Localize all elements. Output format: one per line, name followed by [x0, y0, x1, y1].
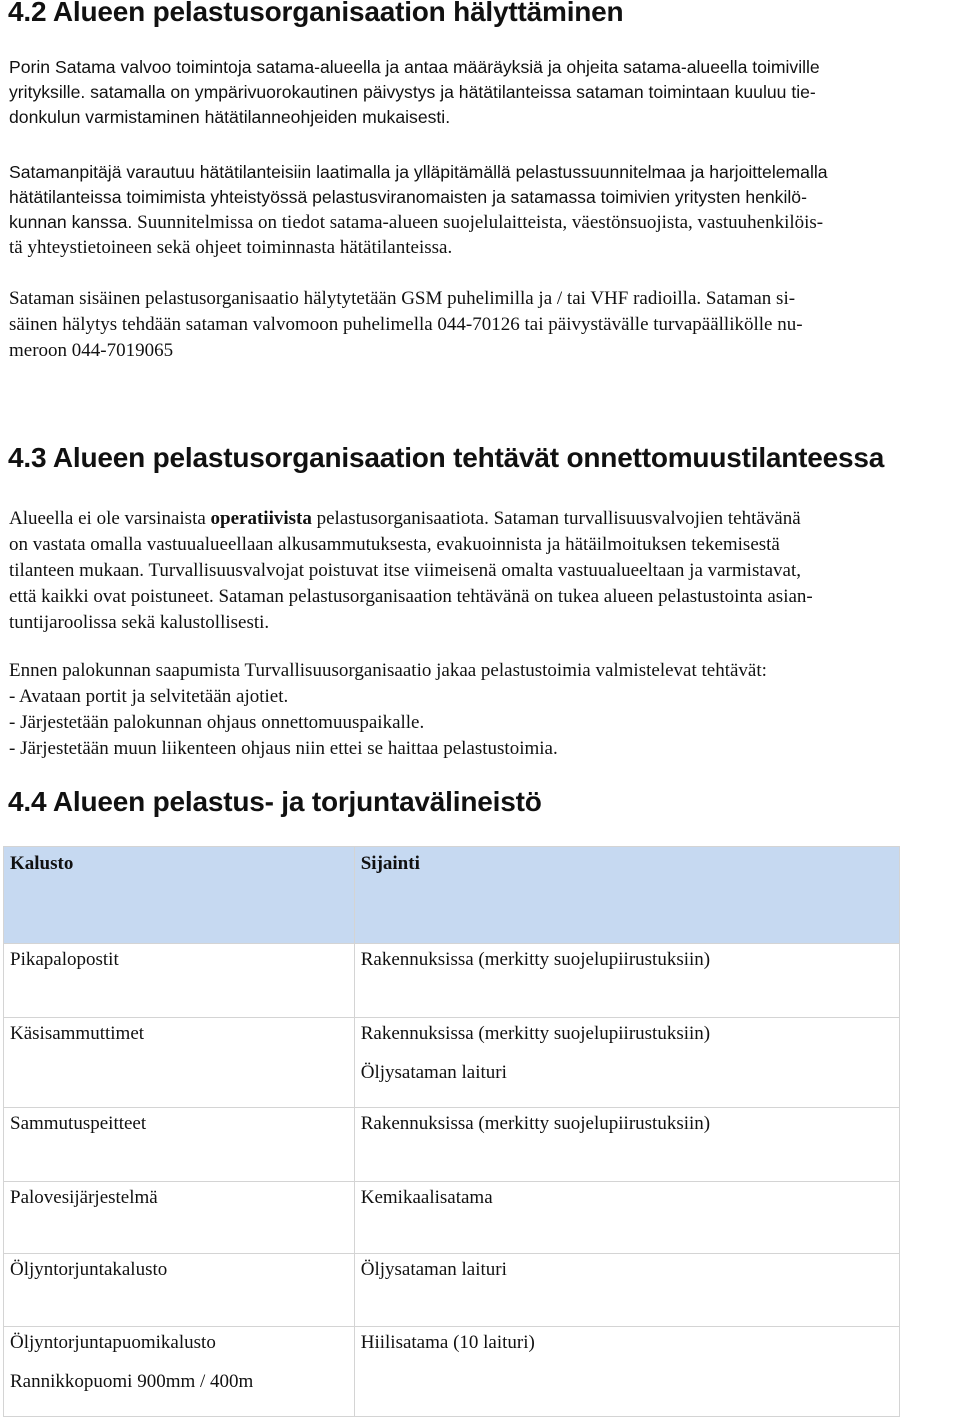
list-item: - Järjestetään muun liikenteen ohjaus niin ettei se haittaa pelastustoimia. — [9, 738, 558, 759]
table-row — [4, 1254, 900, 1327]
cell-text: Pikapalopostit — [10, 949, 119, 970]
text-line — [9, 210, 955, 235]
text-line: on vastata omalla vastuualueellaan alkusammutuksesta, evakuoinnista ja hätäilmoituksen tekemisestä — [9, 534, 780, 555]
cell-text: Hiilisatama (10 laituri) — [360, 1332, 535, 1353]
cell-text: Rakennuksissa (merkitty suojelupiirustuksiin) — [360, 1023, 711, 1044]
text-line: Ennen palokunnan saapumista Turvallisuusorganisaatio jakaa pelastustoimia valmistelevat tehtävät: — [9, 660, 767, 681]
text-line: Porin Satama valvoo toimintoja satama-alueella ja antaa määräyksiä ja ohjeita satama-alueella toimiville — [9, 57, 820, 77]
cell-text: Öljyntorjuntapuomikalusto — [10, 1332, 216, 1353]
cell-text: Sammutuspeitteet — [10, 1113, 147, 1134]
cell-text: Öljysataman laituri — [360, 1062, 507, 1083]
text-line: että kaikki ovat poistuneet. Sataman pelastusorganisaation tehtävänä on tukea alueen pelastustointa asian- — [9, 586, 813, 607]
table-row — [4, 1018, 900, 1108]
table-row — [4, 944, 900, 1018]
paragraph-port-monitoring — [9, 55, 955, 130]
cell-kalusto — [4, 944, 355, 1018]
cell-sijainti — [354, 1327, 899, 1417]
list-item: - Järjestetään palokunnan ohjaus onnettomuuspaikalle. — [9, 712, 425, 733]
header-sijainti: Sijainti — [354, 847, 899, 944]
cell-kalusto — [4, 1108, 355, 1182]
text-line: hätätilanteissa toimimista yhteistyössä pelastusviranomaisten ja satamassa toimivien yritysten henkilö- — [9, 187, 807, 207]
cell-text: Öljyntorjuntakalusto — [10, 1259, 168, 1280]
paragraph-rescue-plan — [9, 160, 955, 260]
list-item: - Avataan portit ja selvitetään ajotiet. — [9, 686, 289, 707]
cell-text: Rannikkopuomi 900mm / 400m — [10, 1371, 254, 1392]
paragraph-rescue-organisation-tasks — [9, 506, 955, 636]
cell-text: Öljysataman laituri — [360, 1259, 507, 1280]
text-line: tä yhteystietoineen sekä ohjeet toiminnasta hätätilanteissa. — [9, 237, 453, 258]
cell-kalusto — [4, 1182, 355, 1254]
cell-text: Kemikaalisatama — [360, 1187, 493, 1208]
text-line: Sataman sisäinen pelastusorganisaatio hälytytetään GSM puhelimilla ja / tai VHF radioilla. Sataman si- — [9, 288, 796, 309]
text-segment: Suunnitelmissa on tiedot satama-alueen suojelulaitteista, väestönsuojista, vastuuhenkilöis- — [137, 212, 824, 233]
text-segment: kunnan kanssa. — [9, 212, 133, 232]
text-line: yrityksille. satamalla on ympärivuorokautinen päivystys ja hätätilanteissa sataman toimintaan kuuluu tie- — [9, 82, 816, 102]
section-heading-4-2: 4.2 Alueen pelastusorganisaation hälyttäminen — [8, 0, 624, 27]
text-line — [9, 506, 955, 532]
paragraph-pre-fire-brigade-tasks — [9, 658, 955, 762]
table-header-row — [4, 847, 900, 944]
table-row — [4, 1108, 900, 1182]
equipment-table — [3, 846, 900, 1417]
section-heading-4-3: 4.3 Alueen pelastusorganisaation tehtävät onnettomuustilanteessa — [8, 442, 885, 473]
cell-text: Palovesijärjestelmä — [10, 1187, 158, 1208]
text-segment: Alueella ei ole varsinaista — [9, 508, 211, 529]
text-line: Satamanpitäjä varautuu hätätilanteisiin laatimalla ja ylläpitämällä pelastussuunnitelmaa ja harjoittelemalla — [9, 162, 828, 182]
text-line: meroon 044-7019065 — [9, 340, 174, 361]
cell-kalusto — [4, 1327, 355, 1417]
cell-kalusto — [4, 1018, 355, 1108]
section-heading-4-4: 4.4 Alueen pelastus- ja torjuntavälineistö — [8, 786, 542, 817]
cell-text: Käsisammuttimet — [10, 1023, 145, 1044]
table-row — [4, 1327, 900, 1417]
header-kalusto: Kalusto — [4, 847, 355, 944]
text-segment: pelastusorganisaatiota. Sataman turvallisuusvalvojien tehtävänä — [311, 508, 801, 529]
cell-kalusto — [4, 1254, 355, 1327]
paragraph-alarm-procedure — [9, 286, 955, 364]
cell-text: Rakennuksissa (merkitty suojelupiirustuksiin) — [360, 949, 711, 970]
text-line: tuntijaroolissa sekä kalustollisesti. — [9, 612, 270, 633]
cell-sijainti — [354, 1108, 899, 1182]
text-line: donkulun varmistaminen hätätilanneohjeiden mukaisesti. — [9, 107, 451, 127]
cell-sijainti — [354, 1182, 899, 1254]
table-row — [4, 1182, 900, 1254]
cell-sijainti — [354, 944, 899, 1018]
cell-text: Rakennuksissa (merkitty suojelupiirustuksiin) — [360, 1113, 711, 1134]
cell-sijainti — [354, 1254, 899, 1327]
cell-sijainti — [354, 1018, 899, 1108]
bold-term: operatiivista — [210, 508, 312, 529]
text-line: tilanteen mukaan. Turvallisuusvalvojat poistuvat itse viimeisenä omalta vastuualueeltaan ja varmistavat, — [9, 560, 802, 581]
text-line: säinen hälytys tehdään sataman valvomoon puhelimella 044-70126 tai päivystävälle turvapäällikölle nu- — [9, 314, 803, 335]
